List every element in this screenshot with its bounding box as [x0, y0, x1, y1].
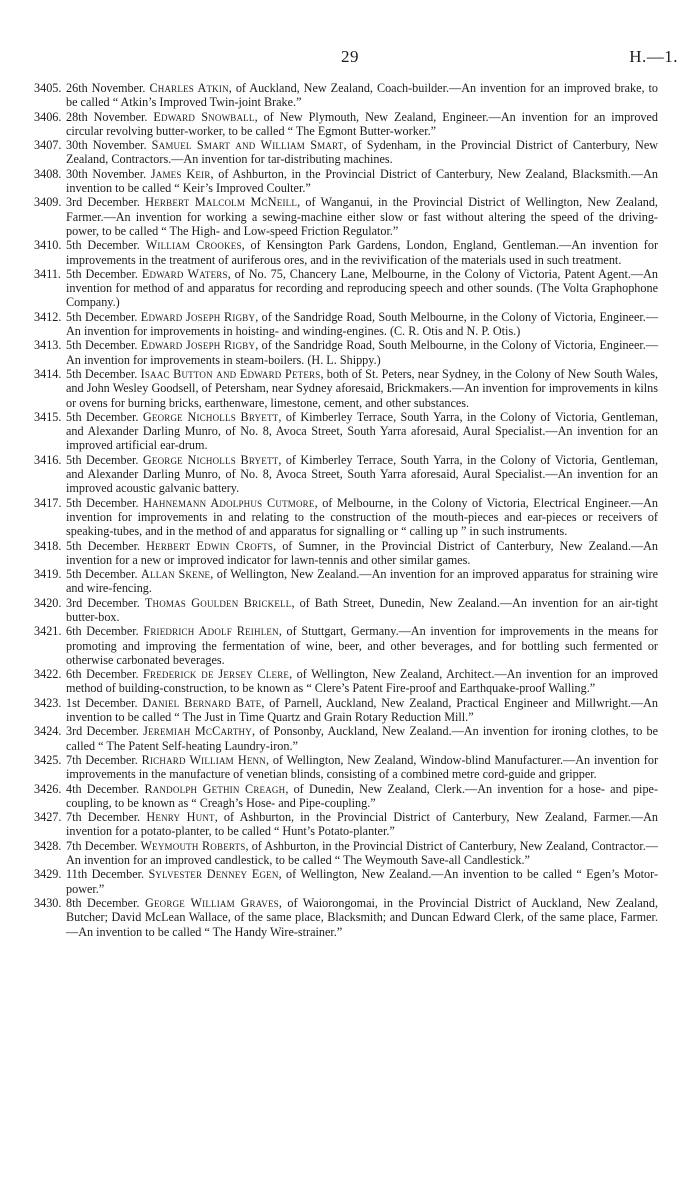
entry-number: 3420. [34, 595, 62, 610]
entry-date: 5th December. [66, 452, 139, 467]
entry-applicant-name: Isaac Button and Edward Peters [140, 366, 321, 381]
entry-number: 3430. [34, 895, 62, 910]
entry-number: 3428. [34, 838, 62, 853]
entry-description: , of Melbourne, in the Colony of Victoria, Electrical Engineer.—An invention for improvements in and relating to the construction of the mouth-pieces and ear-pieces or receivers of speaking-tubes, and in the method of and apparatus for signalling or “ calling up ” in such instruments. [66, 495, 658, 539]
entry-applicant-name: Charles Atkin [149, 81, 229, 95]
entry-applicant-name: Edward Joseph Rigby [140, 309, 256, 324]
entry-date: 5th December. [66, 338, 138, 353]
patent-entry [34, 310, 658, 339]
patent-entry [34, 753, 658, 782]
entry-description: , of the Sandridge Road, South Melbourne, in the Colony of Victoria, Engineer.—An invention for improvements in steam-boilers. (H. L. Shippy.) [66, 338, 659, 367]
entry-applicant-name: Weymouth Roberts [140, 838, 246, 853]
entry-description: , of Kensington Park Gardens, London, England, Gentleman.—An invention for improvements in the treatment of auriferous ores, and in the revivification of the materials used in such treatment. [66, 238, 659, 267]
entry-description: , of the Sandridge Road, South Melbourne, in the Colony of Victoria, Engineer.—An invention for improvements in hoisting- and winding-engines. (C. R. Otis and N. P. Otis.) [66, 309, 659, 339]
entry-applicant-name: Herbert Edwin Crofts [146, 538, 274, 553]
entry-date: 5th December. [66, 538, 141, 553]
patent-entry [34, 81, 658, 110]
entry-number: 3417. [34, 495, 62, 510]
patent-entry [34, 267, 658, 310]
entry-applicant-name: George Nicholls Bryett [142, 452, 279, 467]
patent-entry [34, 596, 658, 625]
entry-date: 8th December. [66, 895, 140, 910]
entry-number: 3426. [34, 781, 62, 796]
entry-applicant-name: Allan Skene [141, 567, 211, 582]
entry-date: 3rd December. [66, 724, 139, 739]
entry-date: 4th December. [66, 781, 140, 796]
entry-number: 3411. [34, 266, 61, 281]
patent-entry [34, 138, 658, 167]
entry-date: 5th December. [66, 495, 139, 510]
entry-date: 5th December. [66, 567, 138, 582]
entry-number: 3425. [34, 752, 62, 767]
entry-applicant-name: Hahnemann Adolphus Cutmore [143, 495, 315, 510]
patent-entry [34, 782, 658, 811]
entry-date: 3rd December. [66, 595, 140, 610]
entry-applicant-name: George William Graves [144, 895, 279, 910]
entry-number: 3423. [34, 695, 62, 710]
entry-date: 26th November. [66, 81, 146, 95]
patent-entry [34, 539, 658, 568]
patent-entry [34, 667, 658, 696]
patent-entries-list [34, 81, 658, 939]
entry-date: 7th December. [66, 810, 141, 825]
entry-date: 1st December. [66, 695, 138, 710]
entry-applicant-name: Edward Snowball [153, 109, 255, 124]
entry-date: 5th December. [66, 409, 139, 424]
patent-entry [34, 496, 658, 539]
patent-entry [34, 624, 658, 667]
entry-number: 3419. [34, 567, 62, 582]
entry-number: 3406. [34, 109, 62, 124]
entry-description: , of Kimberley Terrace, South Yarra, in the Colony of Victoria, Gentleman, and Alexander Darling Munro, of No. 8, Avoca Street, South Yarra aforesaid, Aural Specialist.—An invention for an improved acoustic galvanic battery. [66, 452, 658, 496]
entry-date: 30th November. [66, 138, 147, 153]
entry-number: 3413. [34, 338, 62, 353]
entry-number: 3429. [34, 867, 62, 882]
entry-applicant-name: William Crookes [145, 238, 242, 253]
entry-description: , of Ponsonby, Auckland, New Zealand.—An invention for ironing clothes, to be called “ The Patent Self-heating Laundry-iron.” [66, 724, 659, 753]
entry-description: , both of St. Peters, near Sydney, in the Colony of New South Wales, and John Wesley Goodsell, of Petersham, near Sydney aforesaid, Brickmakers.—An invention for improvements in kilns or ovens for burning bricks, earthenware, limestone, cement, and other substances. [66, 366, 658, 410]
entry-description: , of Kimberley Terrace, South Yarra, in the Colony of Victoria, Gentleman, and Alexander Darling Munro, of No. 8, Avoca Street, South Yarra aforesaid, Aural Specialist.—An invention for an improved artificial ear-drum. [66, 409, 658, 453]
entry-description: , of Stuttgart, Germany.—An invention for improvements in the means for promoting and improving the fermentation of wine, beer, and other beverages, and for bottling such fermented or otherwise carbonated beverages. [66, 624, 658, 667]
patent-entry [34, 195, 658, 238]
entry-applicant-name: Thomas Goulden Brickell [144, 595, 292, 610]
entry-date: 3rd December. [66, 195, 140, 210]
entry-description: , of Wellington, New Zealand, Window-blind Manufacturer.—An invention for improvements in the manufacture of venetian blinds, consisting of a combined metre cord-guide and gripper. [66, 752, 658, 782]
entry-applicant-name: Edward Waters [141, 266, 228, 281]
patent-entry [34, 453, 658, 496]
entry-number: 3408. [34, 166, 62, 181]
entry-number: 3427. [34, 810, 62, 825]
patent-entry [34, 810, 658, 839]
patent-entry [34, 338, 658, 367]
entry-number: 3418. [34, 538, 62, 553]
entry-date: 6th December. [66, 667, 139, 682]
entry-applicant-name: Henry Hunt [146, 810, 215, 825]
patent-entry [34, 896, 658, 939]
patent-entry [34, 410, 658, 453]
entry-applicant-name: Herbert Malcolm McNeill [145, 195, 298, 210]
entry-date: 7th December. [66, 752, 138, 767]
entry-description: , of Auckland, New Zealand, Coach-builder.—An invention for an improved brake, to be called “ Atkin’s Improved Twin-joint Brake.” [66, 81, 659, 110]
entry-applicant-name: James Keir [150, 166, 211, 181]
entry-number: 3407. [34, 138, 62, 153]
entry-description: , of Bath Street, Dunedin, New Zealand.—An invention for an air-tight butter-box. [66, 595, 658, 624]
patent-entry [34, 167, 658, 196]
entry-date: 5th December. [66, 309, 138, 324]
entry-date: 5th December. [66, 266, 138, 281]
entry-description: , of Wellington, New Zealand.—An invention for an improved apparatus for straining wire and wire-fencing. [66, 567, 658, 596]
entry-date: 7th December. [66, 838, 138, 853]
entry-number: 3412. [34, 309, 62, 324]
entry-description: , of New Plymouth, New Zealand, Engineer.—An invention for an improved circular revolving butter-worker, to be called “ The Egmont Butter-worker.” [66, 109, 659, 138]
entry-applicant-name: George Nicholls Bryett [142, 409, 279, 424]
patent-entry [34, 724, 658, 753]
patent-entry [34, 839, 658, 868]
entry-applicant-name: Friedrich Adolf Reihlen [143, 624, 279, 639]
entry-date: 5th December. [66, 238, 140, 253]
patent-entry [34, 110, 658, 139]
entry-number: 3414. [34, 366, 62, 381]
entry-number: 3416. [34, 452, 62, 467]
entry-description: , of Wanganui, in the Provincial District of Wellington, New Zealand, Farmer.—An invention for working a sewing-machine either slow or fast without altering the speed of the driving-power, to be called “ The High- and Low-speed Friction Regulator.” [66, 195, 658, 238]
entry-description: , of Ashburton, in the Provincial District of Canterbury, New Zealand, Contractor.—An invention for an improved candlestick, to be called “ The Weymouth Save-all Candlestick.” [66, 838, 658, 868]
entry-date: 5th December. [66, 366, 138, 381]
entry-description: , of Waiorongomai, in the Provincial District of Auckland, New Zealand, Butcher; David McLean Wallace, of the same place, Blacksmith; and Duncan Edward Clerk, of the same place, Farmer.—An invention to be called “ The Handy Wire-strainer.” [66, 895, 658, 939]
entry-description: , of Ashburton, in the Provincial District of Canterbury, New Zealand, Blacksmith.—An invention to be called “ Keir’s Improved Coulter.” [66, 166, 659, 196]
page-reference: H.—1. [629, 47, 678, 66]
entry-number: 3409. [34, 195, 62, 210]
entry-applicant-name: Sylvester Denney Egen [148, 867, 279, 882]
entry-applicant-name: Richard William Henn [141, 752, 266, 767]
entry-applicant-name: Frederick de Jersey Clere [143, 667, 290, 682]
entry-date: 11th December. [66, 867, 145, 882]
entry-description: , of No. 75, Chancery Lane, Melbourne, in the Colony of Victoria, Patent Agent.—An invention for method of and apparatus for recording and reproducing speech and other sounds. (The Volta Graphophone Company.) [66, 266, 659, 310]
page-number: 29 [341, 47, 359, 66]
entry-applicant-name: Randolph Gethin Creagh [144, 781, 286, 796]
entry-applicant-name: Samuel Smart and William Smart [151, 138, 344, 153]
patent-entry [34, 567, 658, 596]
entry-description: , of Wellington, New Zealand, Architect.—An invention for an improved method of building-construction, to be known as “ Clere’s Patent Fire-proof and Earthquake-proof Walling.” [66, 667, 658, 696]
entry-description: , of Sumner, in the Provincial District of Canterbury, New Zealand.—An invention for a new or improved indicator for lawn-tennis and other similar games. [66, 538, 659, 567]
entry-description: , of Sydenham, in the Provincial District of Canterbury, New Zealand, Contractors.—An invention for tar-distributing machines. [66, 138, 659, 167]
entry-number: 3422. [34, 667, 62, 682]
entry-description: , of Dunedin, New Zealand, Clerk.—An invention for a hose- and pipe-coupling, to be known as “ Creagh’s Hose- and Pipe-coupling.” [66, 781, 659, 810]
entry-number: 3405. [34, 81, 62, 95]
entry-description: , of Wellington, New Zealand.—An invention to be called “ Egen’s Motor-power.” [66, 867, 659, 896]
entry-date: 6th December. [66, 624, 139, 639]
entry-number: 3424. [34, 724, 62, 739]
patent-entry [34, 367, 658, 410]
patent-entry [34, 696, 658, 725]
entry-applicant-name: Daniel Bernard Bate [142, 695, 262, 710]
entry-number: 3421. [34, 624, 62, 639]
entry-description: , of Ashburton, in the Provincial District of Canterbury, New Zealand, Farmer.—An invention for a potato-planter, to be called “ Hunt’s Potato-planter.” [66, 810, 658, 839]
entry-applicant-name: Edward Joseph Rigby [140, 338, 256, 353]
entry-number: 3415. [34, 409, 62, 424]
entry-applicant-name: Jeremiah McCarthy [143, 724, 252, 739]
patent-entry [34, 867, 658, 896]
patent-entry [34, 238, 658, 267]
entry-date: 30th November. [66, 166, 147, 181]
entry-description: , of Parnell, Auckland, New Zealand, Practical Engineer and Millwright.—An invention to be called “ The Just in Time Quartz and Grain Rotary Reduction Mill.” [66, 695, 658, 725]
entry-number: 3410. [34, 238, 62, 253]
entry-date: 28th November. [66, 109, 148, 124]
